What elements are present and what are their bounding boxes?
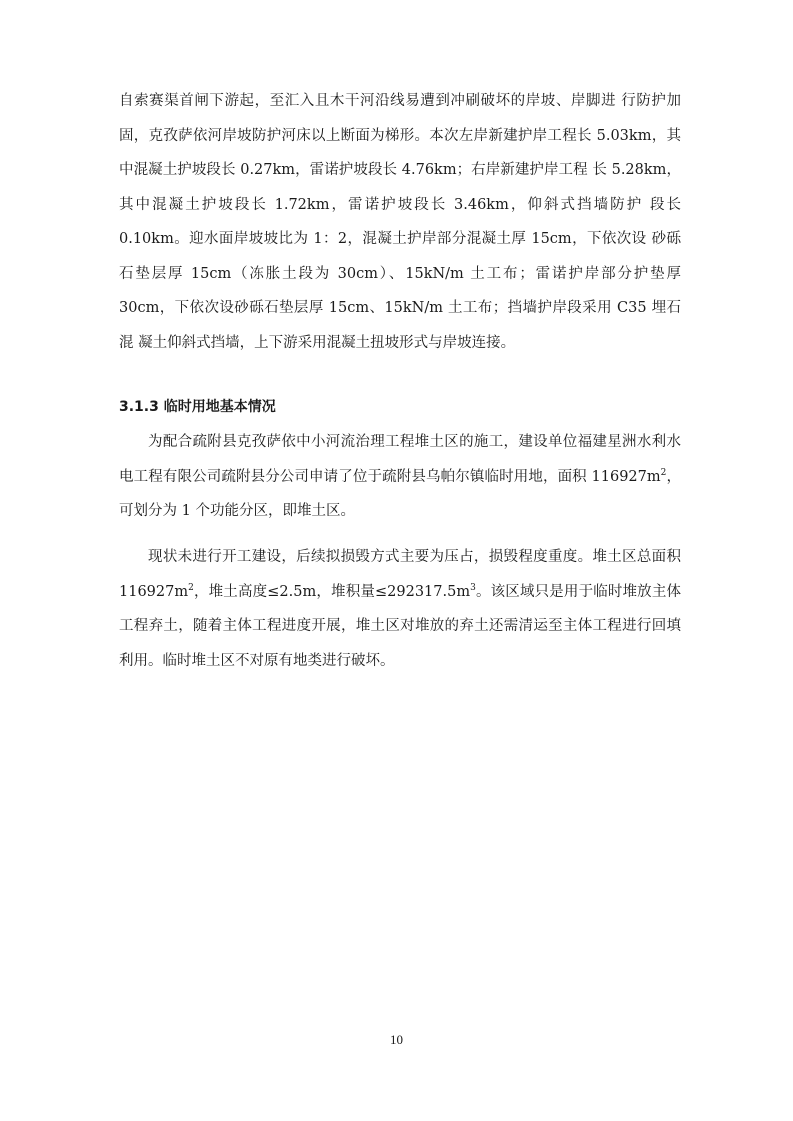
section-heading: 3.1.3 临时用地基本情况 bbox=[119, 399, 276, 415]
paragraph-text: 现状未进行开工建设，后续拟损毁方式主要为压占，损毁程度重度。堆土区总面积 116927m bbox=[119, 549, 681, 600]
superscript: 2 bbox=[660, 467, 667, 478]
paragraph-text: ，可划分为 1 个功能分区，即堆土区。 bbox=[119, 468, 681, 519]
superscript: 2 bbox=[188, 582, 194, 593]
superscript: 3 bbox=[470, 582, 476, 593]
page-number: 10 bbox=[390, 1032, 403, 1047]
paragraph-text: ，堆土高度≤2.5m，堆积量≤292317.5m bbox=[193, 583, 471, 600]
paragraph-text: 为配合疏附县克孜萨依中小河流治理工程堆土区的施工，建设单位福建星洲水利水电工程有限公司疏附县分公司申请了位于疏附县乌帕尔镇临时用地，面积 116927m bbox=[119, 434, 681, 485]
body-paragraph-project-description: 自索赛渠首闸下游起，至汇入且木干河沿线易遭到冲刷破坏的岸坡、岸脚进 行防护加固，克孜萨依河岸坡防护河床以上断面为梯形。本次左岸新建护岸工程长 5.03km，其中混凝土护坡段长 0.27km，雷诺护坡段长 4.76km；右岸新建护岸工程 长 5.28km，其中混凝土护坡段长 1.72km，雷诺护坡段长 3.46km，仰斜式挡墙防护 段长 0.10km。迎水面岸坡坡比为 1：2，混凝土护岸部分混凝土厚 15cm，下依次设 砂砾石垫层厚 15cm（冻胀土段为 30cm）、15kN/m 土工布；雷诺护岸部分护垫厚 30cm，下依次设砂砾石垫层厚 15cm、15kN/m 土工布；挡墙护岸段采用 C35 埋石混 凝土仰斜式挡墙，上下游采用混凝土扭坡形式与岸坡连接。 bbox=[119, 93, 681, 351]
body-paragraph-temporary-land bbox=[119, 425, 681, 529]
body-paragraph-soil-area bbox=[119, 540, 681, 678]
paragraph-text: 。该区域只是用于临时堆放主体工程弃土，随着主体工程进度开展，堆土区对堆放的弃土还需清运至主体工程进行回填利用。临时堆土区不对原有地类进行破坏。 bbox=[119, 583, 681, 669]
